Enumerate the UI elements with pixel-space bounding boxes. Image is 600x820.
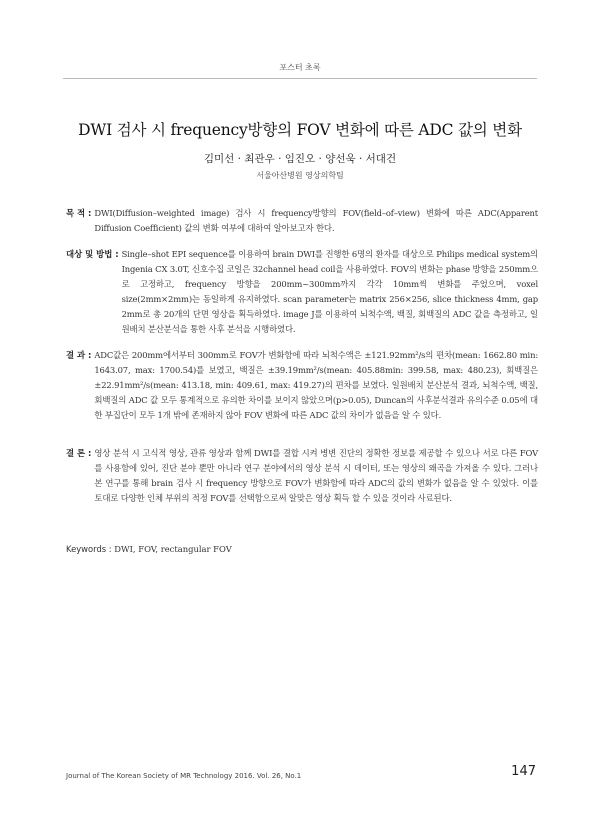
section-conclusion: [66, 446, 538, 506]
author-affiliation: 서울아산병원 영상의학팀: [256, 171, 344, 180]
section-text: ADC값은 200mm에서부터 300mm로 FOV가 변화함에 따라 뇌척수액은 ±121.92mm²/s의 편차(mean: 1662.80 min: 1643.07, max: 1700.54)를 보였고, 백질은 ±39.19mm²/s(mean: 405.88min: 399.58, max: 480.23), 회백질은 ±22.91mm²/s(mean: 413.18, min: 409.61, max: 419.27)의 편차를 보였다. 일원배치 분산분석 결과, 뇌척수액, 백질, 회백질의 ADC 값 모두 통계적으로 유의한 차이를 보이지 않았으며(p>0.05), Duncan의 사후분석결과 유의수준 0.05에 대한 부집단이 모두 1개 밖에 존재하지 않아 FOV 변화에 따른 ADC 값의 차이가 없음을 알 수 있다.: [94, 350, 538, 420]
author-list: 김미선 · 최관우 · 임진오 · 양선욱 · 서대건: [203, 153, 397, 165]
section-label: 결 과 :: [66, 350, 92, 360]
keywords: [66, 542, 538, 557]
section-category-header: 포스터 초록: [279, 63, 321, 72]
journal-citation: Journal of The Korean Society of MR Technology 2016. Vol. 26, No.1: [66, 772, 302, 780]
header-divider: [63, 78, 537, 79]
keywords-text: DWI, FOV, rectangular FOV: [114, 544, 232, 554]
section-label: 대상 및 방법 :: [66, 249, 119, 259]
keywords-label: Keywords :: [66, 544, 112, 554]
section-label: 결 론 :: [66, 448, 92, 458]
section-results: [66, 348, 538, 423]
section-purpose: [66, 206, 538, 236]
section-label: 목 적 :: [66, 208, 92, 218]
section-text: Single–shot EPI sequence를 이용하여 brain DWI를 진행한 6명의 환자를 대상으로 Philips medical system의 Ingenia CX 3.0T, 신호수집 코일은 32channel head coil을 사용하였다. FOV의 변화는 phase 방향을 250mm으로 고정하고, frequency 방향을 200mm~300mm까지 각각 10mm씩 변화를 주었으며, voxel size(2mm×2mm)는 동일하게 유지하였다. scan parameter는 matrix 256×256, slice thickness 4mm, gap 2mm로 총 20개의 단면 영상을 획득하였다. image J를 이용하여 뇌척수액, 백질, 회백질의 ADC 값을 측정하고, 일원배치 분산분석을 통한 사후 분석을 시행하였다.: [121, 249, 538, 334]
section-text: 영상 분석 시 고식적 영상, 관류 영상과 함께 DWI를 결합 시켜 병변 진단의 정확한 정보를 제공할 수 있으나 서로 다른 FOV를 사용함에 있어, 진단 분야 뿐만 아니라 연구 분야에서의 영상 분석 시 데이터, 또는 영상의 왜곡을 가져올 수 있다. 그러나 본 연구를 통해 brain 검사 시 frequency 방향으로 FOV가 변화함에 따라 ADC의 값의 변화가 없음을 알 수 있었다. 이를 토대로 다양한 인체 부위의 적정 FOV를 선택함으로써 알맞은 영상 획득 할 수 있을 것이라 사료된다.: [94, 448, 538, 503]
section-methods: [66, 247, 538, 337]
section-text: DWI(Diffusion–weighted image) 검사 시 frequency방향의 FOV(field–of–view) 변화에 따른 ADC(Apparent Diffusion Coefficient) 값의 변화 여부에 대하여 알아보고자 한다.: [94, 208, 538, 233]
page-number: 147: [511, 764, 536, 779]
paper-title: DWI 검사 시 frequency방향의 FOV 변화에 따른 ADC 값의 변화: [78, 121, 522, 139]
